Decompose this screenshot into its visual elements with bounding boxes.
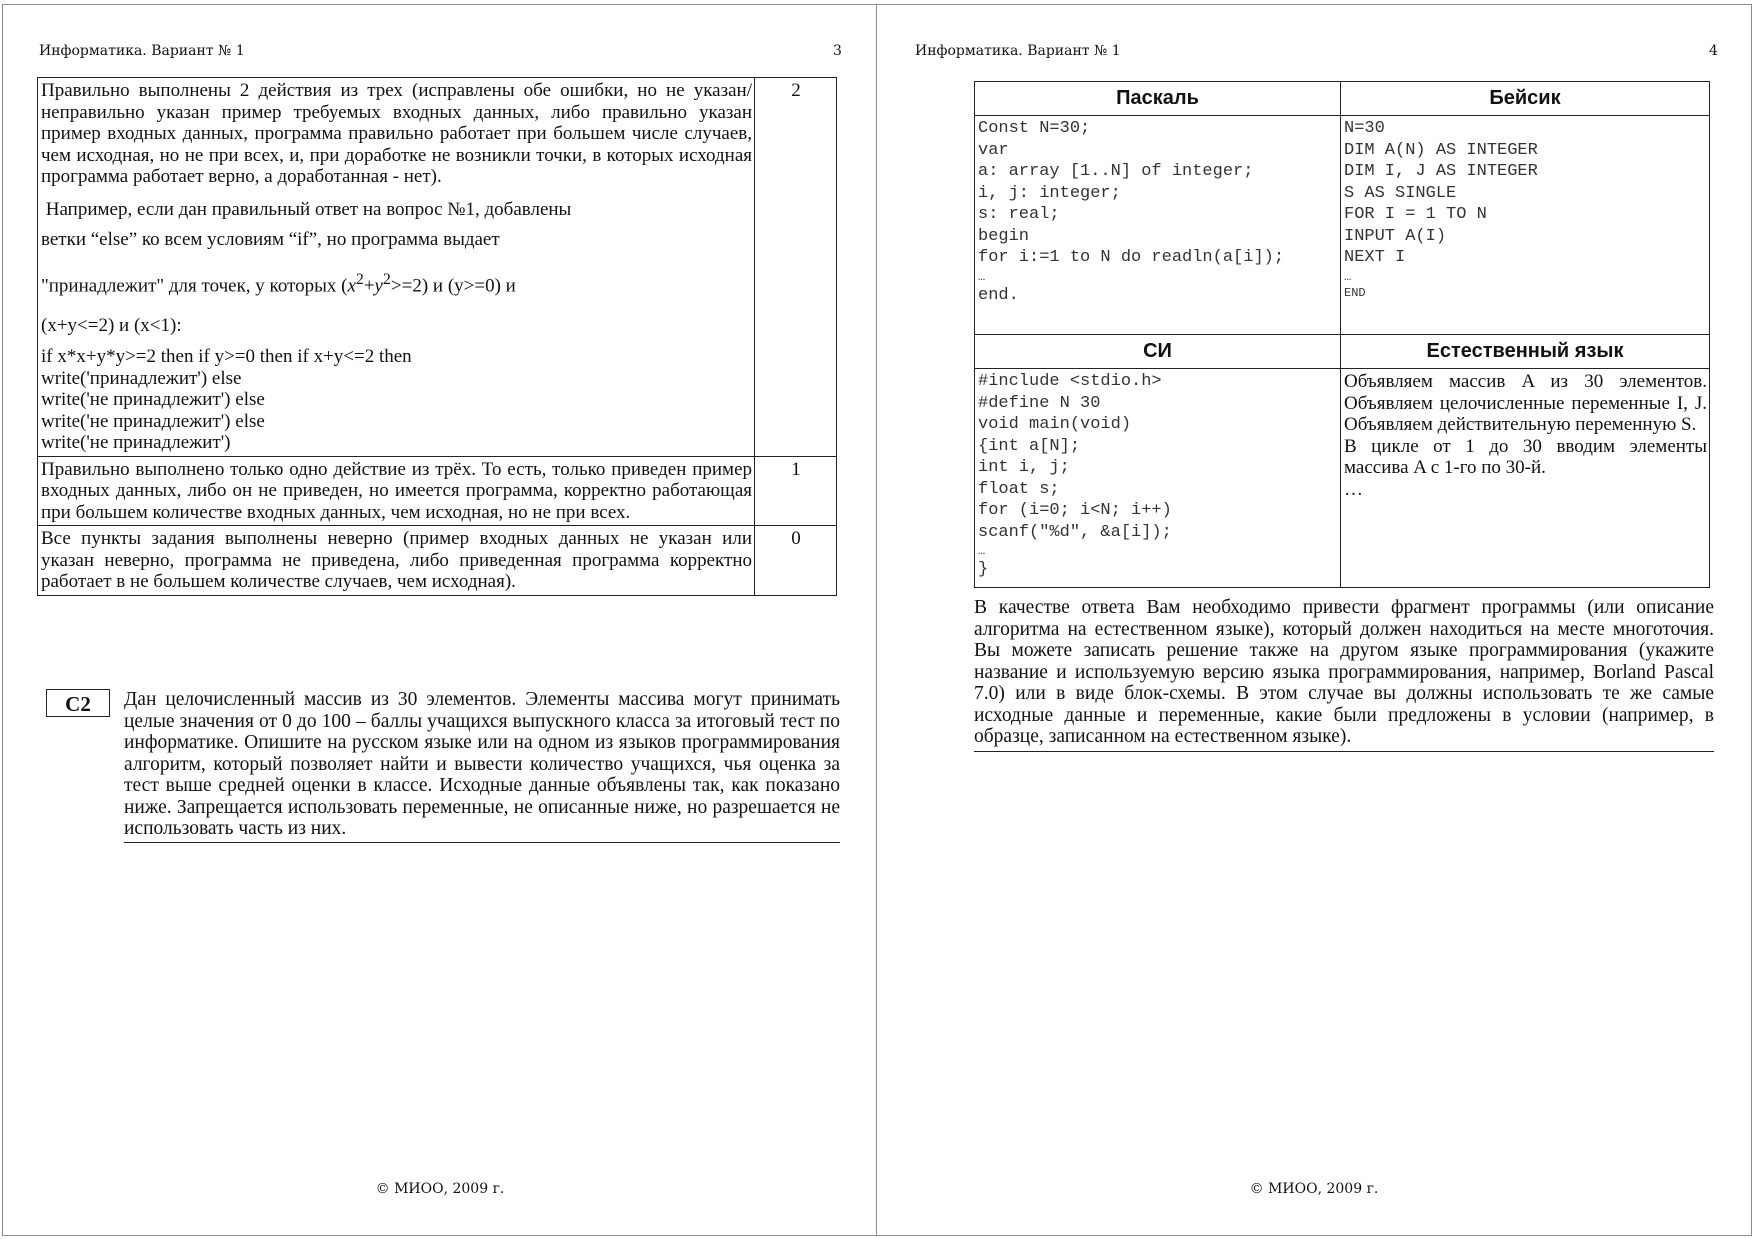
c-header: СИ — [975, 335, 1341, 369]
code-line: end. — [978, 285, 1019, 305]
criteria-description — [38, 78, 755, 457]
code-line: write('не принадлежит') else — [41, 410, 265, 432]
code-line: void main(void) — [978, 415, 1132, 434]
page-footer: © МИОО, 2009 г. — [1249, 1181, 1379, 1197]
pascal-code — [975, 116, 1341, 335]
task-label: C2 — [46, 689, 110, 717]
page-footer: © МИОО, 2009 г. — [375, 1181, 505, 1197]
code-line: INPUT A(I) — [1344, 226, 1447, 246]
code-line: float s; — [978, 479, 1060, 499]
code-line: i, j: integer; — [978, 183, 1121, 203]
code-line: var — [978, 140, 1009, 160]
code-line: END — [1344, 285, 1366, 300]
code-line: int i, j; — [978, 458, 1070, 477]
code-line: begin — [978, 226, 1030, 246]
natural-language-description — [1341, 369, 1710, 588]
criteria-text: Правильно выполнены 2 действия из трех (исправлены обе ошибки, но не указан/неправильно указан пример требуемых входных данных, либо правильно указан пример входных данных, программа правильно работает при большем числе случаев, чем исходная, но не при всех, и, при доработке не возникли точки, в которых исходная программа работает верно, а доработанная - нет). — [41, 80, 752, 187]
page-number: 3 — [833, 43, 842, 59]
code-line: NEXT I — [1344, 248, 1406, 267]
basic-header: Бейсик — [1341, 82, 1710, 116]
criteria-score: 2 — [755, 78, 837, 457]
code-line: #define N 30 — [978, 393, 1101, 413]
answer-instructions: В качестве ответа Вам необходимо привести фрагмент программы (или описание алгоритма на естественном языке), который должен находиться на месте многоточия. Вы можете записать решение также на другом языке программирования (укажите название и используемую версию языка программирования, например, Borland Pascal 7.0) или в виде блок-схемы. В этом случае вы должны использовать те же самые исходные данные и переменные, какие были предложены в условии (например, в образце, записанном на естественном языке). — [974, 597, 1714, 752]
code-line: … — [1344, 269, 1352, 284]
code-line: #include <stdio.h> — [978, 372, 1162, 391]
criteria-row — [38, 78, 837, 457]
criteria-description: Все пункты задания выполнены неверно (пример входных данных не указан или указан неверно, программа не приведена, либо приведенная программа корректно работает в не большем количестве случаев, чем исходная). — [38, 526, 755, 596]
code-line: Const N=30; — [978, 119, 1091, 138]
code-line: if x*x+y*y>=2 then if y>=0 then if x+y<=2 then — [41, 346, 412, 368]
code-line: write('не принадлежит') else — [41, 389, 265, 411]
criteria-score: 0 — [755, 526, 837, 596]
page-number: 4 — [1709, 43, 1718, 59]
natural-language-text: В цикле от 1 до 30 вводим элементы массива A с 1-го по 30-й. — [1344, 435, 1707, 478]
code-line: … — [978, 269, 986, 284]
example-line: (x+y<=2) и (x<1): — [41, 315, 182, 337]
criteria-row — [38, 456, 837, 526]
code-line: write('не принадлежит') — [41, 432, 231, 454]
code-line: s: real; — [978, 205, 1060, 224]
left-page — [2, 4, 878, 1236]
pascal-header: Паскаль — [975, 82, 1341, 116]
criteria-description: Правильно выполнено только одно действие из трёх. То есть, только приведен пример входных данных, либо он не приведен, но имеется программа, корректно работающая при большем количестве входных данных, чем исходная, но не при всех. — [38, 456, 755, 526]
code-line: for i:=1 to N do readln(a[i]); — [978, 248, 1285, 267]
natural-language-text: … — [1344, 478, 1363, 500]
code-line: for (i=0; i<N; i++) — [978, 501, 1172, 520]
task-text: Дан целочисленный массив из 30 элементов. Элементы массива могут принимать целые значения от 0 до 100 – баллы учащихся выпускного класса за итоговый тест по информатике. Опишите на русском языке или на одном из языков программирования алгоритм, который позволяет найти и вывести количество учащихся, чья оценка за тест выше средней оценки в классе. Исходные данные объявлены так, как показано ниже. Запрещается использовать переменные, не описанные ниже, но разрешается не использовать часть из них. — [124, 689, 840, 843]
natural-language-header: Естественный язык — [1341, 335, 1710, 369]
criteria-score: 1 — [755, 456, 837, 526]
code-line: DIM A(N) AS INTEGER — [1344, 140, 1538, 160]
code-line: S AS SINGLE — [1344, 183, 1457, 203]
example-line: ветки “else” ко всем условиям “if”, но программа выдает — [41, 229, 500, 250]
example-line: Например, если дан правильный ответ на вопрос №1, добавлены — [45, 198, 572, 220]
criteria-table — [37, 77, 837, 596]
page-header-title: Информатика. Вариант № 1 — [39, 43, 245, 59]
right-page — [876, 4, 1752, 1236]
code-line: FOR I = 1 TO N — [1344, 205, 1487, 224]
code-line: … — [978, 544, 986, 558]
c-code — [975, 369, 1341, 588]
example-line: "принадлежит" для точек, у которых $(x^2+y^2>=2)$ и (y>=0) и — [41, 271, 516, 297]
page-header-title: Информатика. Вариант № 1 — [915, 43, 1121, 59]
code-line: scanf("%d", &a[i]); — [978, 522, 1172, 542]
code-line: N=30 — [1344, 119, 1385, 138]
code-line: {int a[N]; — [978, 436, 1081, 456]
language-table — [974, 81, 1710, 588]
code-line: DIM I, J AS INTEGER — [1344, 162, 1538, 181]
criteria-row — [38, 526, 837, 596]
basic-code — [1341, 116, 1710, 335]
code-line: write('принадлежит') else — [41, 367, 242, 389]
natural-language-text: Объявляем массив A из 30 элементов. Объявляем целочисленные переменные I, J. Объявляем действительную переменную S. — [1344, 371, 1707, 435]
code-line: } — [978, 560, 989, 579]
code-line: a: array [1..N] of integer; — [978, 162, 1254, 181]
